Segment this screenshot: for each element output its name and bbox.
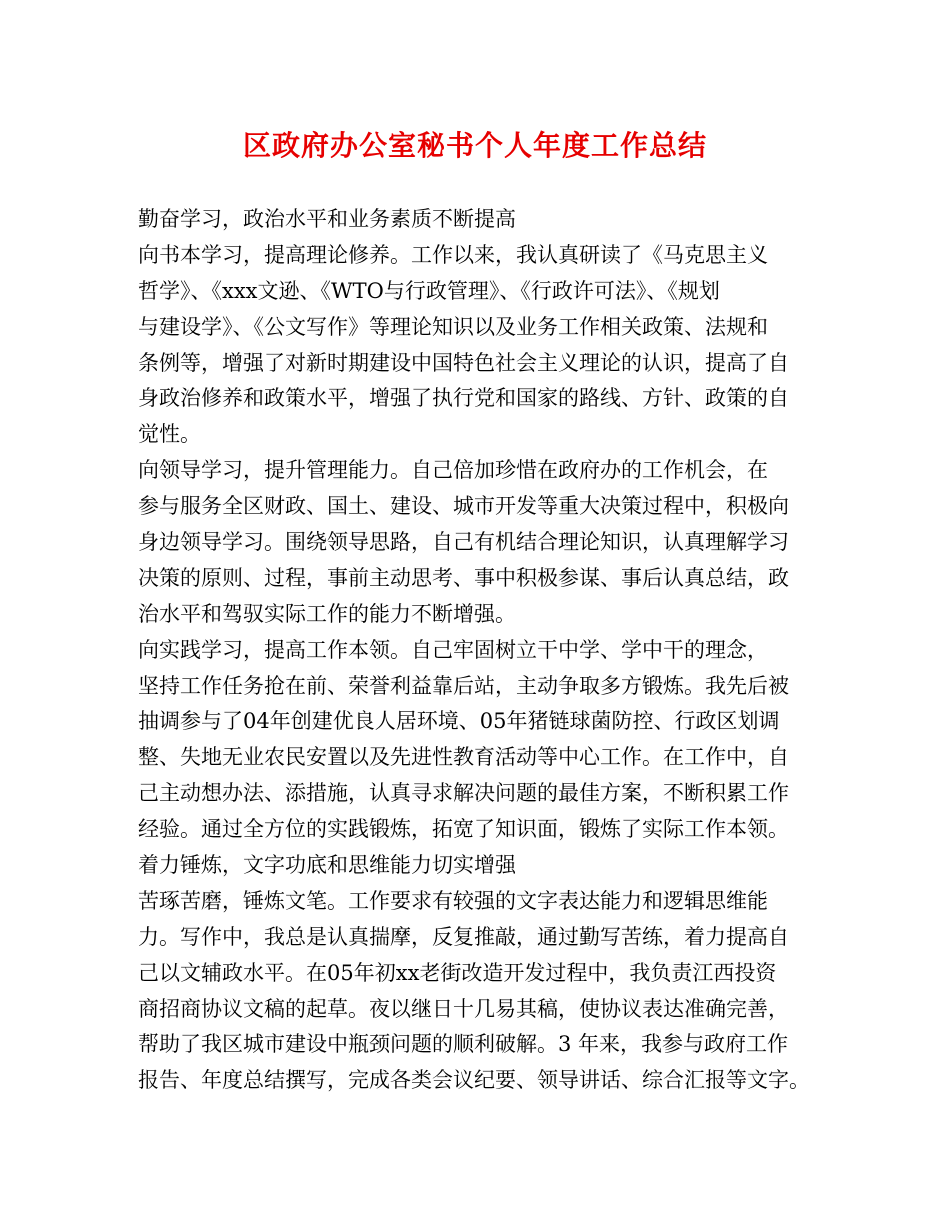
paragraph-line: 商招商协议文稿的起草。夜以继日十几易其稿，使协议表达准确完善， [138,996,789,1021]
paragraph-line: 向领导学习，提升管理能力。自己倍加珍惜在政府办的工作机会，在 [138,458,768,483]
paragraph-line: 参与服务全区财政、国土、建设、城市开发等重大决策过程中，积极向 [138,494,789,519]
paragraph-line: 身边领导学习。围绕领导思路，自己有机结合理论知识，认真理解学习 [138,530,789,555]
section-heading: 勤奋学习，政治水平和业务素质不断提高 [138,207,516,231]
paragraph-line: 帮助了我区城市建设中瓶颈问题的顺利破解。3 年来，我参与政府工作 [138,1032,789,1057]
page-title: 区政府办公室秘书个人年度工作总结 [242,129,707,162]
paragraph-line: 哲学》、《xxx文逊、《WTO与行政管理》、《行政许可法》、《规划 [138,278,720,303]
body-text [138,202,828,1099]
paragraph-line: 报告、年度总结撰写，完成各类会议纪要、领导讲话、综合汇报等文字。 [138,1068,810,1093]
paragraph-line: 觉性。 [138,422,201,447]
paragraph-line: 坚持工作任务抢在前、荣誉利益靠后站，主动争取多方锻炼。我先后被 [138,673,789,698]
paragraph-line: 力。写作中，我总是认真揣摩，反复推敲，通过勤写苦练，着力提高自 [138,924,789,949]
paragraph-line: 整、失地无业农民安置以及先进性教育活动等中心工作。在工作中，自 [138,745,789,770]
paragraph-line: 治水平和驾驭实际工作的能力不断增强。 [138,601,516,626]
paragraph-line: 向书本学习，提高理论修养。工作以来，我认真研读了《马克思主义 [138,242,768,267]
paragraph-line: 己主动想办法、添措施，认真寻求解决问题的最佳方案，不断积累工作 [138,781,789,806]
paragraph-line: 条例等，增强了对新时期建设中国特色社会主义理论的认识，提高了自 [138,350,789,375]
paragraph-line: 向实践学习，提高工作本领。自己牢固树立干中学、学中干的理念， [138,637,768,662]
paragraph-line: 身政治修养和政策水平，增强了执行党和国家的路线、方针、政策的自 [138,386,789,411]
paragraph-line: 己以文辅政水平。在05年初xx老街改造开发过程中，我负责江西投资 [138,960,777,985]
paragraph-line: 抽调参与了04年创建优良人居环境、05年猪链球菌防控、行政区划调 [138,709,780,734]
paragraph-line: 经验。通过全方位的实践锻炼，拓宽了知识面，锻炼了实际工作本领。 [138,817,789,842]
paragraph-line: 决策的原则、过程，事前主动思考、事中积极参谋、事后认真总结，政 [138,565,789,590]
section-heading: 着力锤炼，文字功底和思维能力切实增强 [138,853,516,878]
paragraph-line: 苦琢苦磨，锤炼文笔。工作要求有较强的文字表达能力和逻辑思维能 [138,888,768,913]
paragraph-line: 与建设学》、《公文写作》等理论知识以及业务工作相关政策、法规和 [138,314,768,339]
